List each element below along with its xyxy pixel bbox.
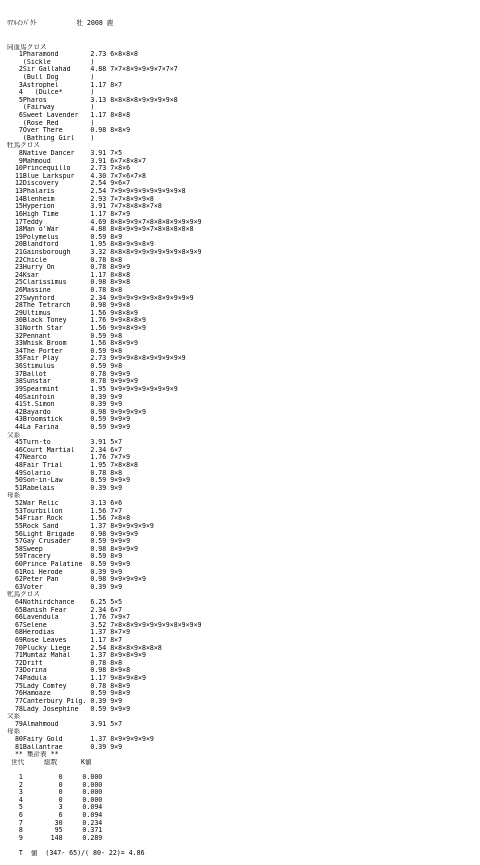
report-line: 父系 (7, 431, 21, 439)
report-line: 73Dorina 0.98 8×9×8 (7, 667, 131, 675)
report-line: 81Ballantrae 0.39 9×9 (7, 743, 123, 751)
report-line: 10Princequillo 2.73 7×8×6 (7, 165, 131, 173)
report-line: 11Blue Larkspur 4.30 7×7×6×7×8 (7, 172, 146, 180)
report-line: 34The Porter 0.59 9×8 (7, 347, 123, 355)
report-line: 78Lady Josephine 0.59 9×9×9 (7, 705, 131, 713)
report-line: 3Astrophel 1.17 8×7 (7, 81, 123, 89)
report-line: 70Plucky Liege 2.54 8×8×8×9×8×8×8 (7, 644, 162, 652)
report-line: 33Whisk Broom 1.56 8×8×9×9 (7, 340, 139, 348)
report-line: 9 148 0.289 (7, 834, 103, 842)
report-line: 6Sweet Lavender 1.17 8×8×8 (7, 111, 131, 119)
report-line: 57Gay Crusader 0.59 9×9×9 (7, 538, 131, 546)
report-line: 55Rock Sand 1.37 8×9×9×9×9×9 (7, 522, 154, 530)
report-line: 51Rabelais 0.39 9×9 (7, 484, 123, 492)
report-line: 3 0 0.000 (7, 789, 103, 797)
report-line: 14Blenheim 2.93 7×7×8×9×9×8 (7, 195, 154, 203)
report-line: 74Padula 1.17 9×8×9×8×9 (7, 675, 146, 683)
report-line: 75Lady Comfey 0.78 8×8×9 (7, 682, 131, 690)
report-line: 77Canterbury Pilg. 0.39 9×9 (7, 697, 123, 705)
report-line: 61Roi Herode 0.39 9×9 (7, 568, 123, 576)
report-line: 41St.Simon 0.39 9×9 (7, 401, 123, 409)
report-line: 21Gainsborough 3.32 8×8×8×9×9×9×9×9×9×8×9×9 (7, 248, 202, 256)
report-line: (Fairway ) (7, 104, 95, 112)
report-line: 56Light Brigade 0.98 9×9×9×9 (7, 530, 139, 538)
report-line: 23Hurry On 0.78 8×9×9 (7, 264, 131, 272)
report-line: 59Tracery 0.59 8×9 (7, 553, 123, 561)
report-line: (Bull Dog ) (7, 73, 95, 81)
report-line: 64Nothirdchance 6.25 5×5 (7, 598, 123, 606)
report-line: 58Sweep 0.98 8×9×9×9 (7, 545, 139, 553)
report-line: 17Teddy 4.69 8×8×9×9×7×8×8×8×9×9×9×9 (7, 218, 202, 226)
report-line: 16High Time 1.17 8×7×9 (7, 210, 131, 218)
report-line: 同血馬クロス (7, 43, 47, 51)
report-line: 6 6 0.094 (7, 812, 103, 820)
report-line: 8 95 0.371 (7, 827, 103, 835)
report-line: 2Sir Gallahad 4.88 7×7×8×9×9×9×7×7×7 (7, 66, 178, 74)
report-line: 7Over There 0.98 8×8×9 (7, 127, 131, 135)
report-line: 4 0 0.000 (7, 796, 103, 804)
report-line: 22Chicle 0.78 8×8 (7, 256, 123, 264)
report-line: 63Voter 0.39 9×9 (7, 583, 123, 591)
report-line: 牡馬クロス (7, 142, 40, 150)
report-line (7, 842, 480, 850)
report-line: 30Black Toney 1.76 9×9×8×8×9 (7, 317, 146, 325)
report-line: 42Bayardo 0.98 9×9×9×9×9 (7, 408, 146, 416)
report-line: 29Ultimus 1.56 9×8×8×9 (7, 309, 139, 317)
report-line: 72Drift 0.78 8×8 (7, 659, 123, 667)
report-line: 45Turn-to 3.91 5×7 (7, 439, 123, 447)
report-line: 43Broomstick 0.59 9×9×9 (7, 416, 131, 424)
report-line: 38Sunstar 0.78 9×9×9×9 (7, 378, 139, 386)
report-line: (Sickle ) (7, 58, 95, 66)
report-line: 65Banish Fear 2.34 6×7 (7, 606, 123, 614)
report-line: 47Nearco 1.76 7×7×9 (7, 454, 131, 462)
report-line: 12Discovery 2.54 9×6×7 (7, 180, 131, 188)
report-line: 68Herodias 1.37 8×7×9 (7, 629, 131, 637)
report-line: 5Pharos 3.13 8×8×8×8×9×9×9×9×8 (7, 96, 178, 104)
report-line: 15Hyperion 3.91 7×7×8×8×8×7×8 (7, 203, 162, 211)
report-line: 母系 (7, 728, 21, 736)
report-line: 父系 (7, 713, 21, 721)
report-line: 25Clarissimus 0.98 8×9×8 (7, 279, 131, 287)
report-line: 35Fair Play 2.73 9×9×9×8×8×9×9×9×9×9 (7, 355, 186, 363)
report-line: 20Blandford 1.95 8×8×9×9×8×9 (7, 241, 154, 249)
report-line: T 値 (347- 65)/( 80- 22)= 4.86 (7, 850, 145, 858)
report-line: 母系 (7, 492, 21, 500)
report-line: 53Tourbillon 1.56 7×7 (7, 507, 123, 515)
report-line: 19Polymelus 0.59 8×9 (7, 233, 123, 241)
report-line: 8Native Dancer 3.91 7×5 (7, 150, 123, 158)
report-line: 31North Star 1.56 9×9×8×9×9 (7, 325, 146, 333)
report-line: 36Stimulus 0.59 9×8 (7, 363, 123, 371)
report-line: 牝馬クロス (7, 591, 40, 599)
report-line: 世代 総数 K値 (7, 758, 92, 766)
report-line: 32Pennant 0.59 9×8 (7, 332, 123, 340)
report-line: 13Phalaris 2.54 7×9×9×9×9×9×9×9×9×8 (7, 188, 186, 196)
report-line: 69Rose Leaves 1.17 8×7 (7, 637, 123, 645)
report-line: 40Sainfoin 0.39 9×9 (7, 393, 123, 401)
report-line: 4 (Dulce* ) (7, 89, 95, 97)
report-line: 5 3 0.094 (7, 804, 103, 812)
report-line: (Bathing Girl ) (7, 134, 95, 142)
report-line: 7 30 0.234 (7, 819, 103, 827)
report-line: 37Ballot 0.78 9×9×9 (7, 370, 131, 378)
report-line: 28The Tetrarch 0.98 9×9×8 (7, 302, 131, 310)
report-line: 49Solario 0.78 8×8 (7, 469, 123, 477)
report-line: 2 0 0.000 (7, 781, 103, 789)
report-lines (7, 44, 480, 858)
report-line: 27Swynford 2.34 9×9×9×9×9×9×8×9×9×9×9 (7, 294, 194, 302)
report-line: (Rose Red ) (7, 119, 95, 127)
report-line: 60Prince Palatine 0.59 9×9×9 (7, 560, 131, 568)
report-line: 52War Relic 3.13 6×6 (7, 500, 123, 508)
report-line: 80Fairy Gold 1.37 8×9×9×9×9×9 (7, 735, 154, 743)
report-header: ﾘｱﾙｲﾝﾊﾟｸﾄ 牡 2008 鹿 (7, 19, 114, 28)
report-line: 1 0 0.000 (7, 774, 103, 781)
report-line: 9Mahmoud 3.91 6×7×8×8×7 (7, 157, 146, 165)
report-line: 18Man o'War 4.88 8×8×9×9×9×7×8×8×8×8×8 (7, 226, 194, 234)
report-line: 1Pharamond 2.73 6×8×8×8 (7, 51, 139, 59)
report-line: 39Spearmint 1.95 9×9×9×9×9×9×9×9×9 (7, 385, 178, 393)
report-line: 50Son-in-Law 0.59 9×9×9 (7, 477, 131, 485)
report-line (7, 766, 480, 774)
report-line: 26Massine 0.78 8×8 (7, 287, 123, 294)
report-line: 44La Farina 0.59 9×9×9 (7, 423, 131, 431)
report-line: 76Hamoaze 0.59 9×8×9 (7, 690, 131, 698)
report-line: ** 集計表 ** (7, 751, 59, 759)
report-line: 46Court Martial 2.34 6×7 (7, 446, 123, 454)
report-line: 66Lavendula 1.76 7×9×7 (7, 614, 131, 622)
report-line: 79Almahmoud 3.91 5×7 (7, 720, 123, 728)
report-line: 67Selene 3.52 7×8×8×9×9×9×9×9×8×9×9×9 (7, 621, 202, 629)
report-line: 62Peter Pan 0.98 9×9×9×9×9 (7, 576, 146, 584)
report-line: 48Fair Trial 1.95 7×8×8×8 (7, 462, 139, 470)
report-line: 71Mumtaz Mahal 1.37 8×9×8×9×9 (7, 652, 146, 660)
report-line: 54Friar Rock 1.56 7×8×8 (7, 515, 131, 523)
report-line: 24Ksar 1.17 8×8×8 (7, 271, 131, 279)
